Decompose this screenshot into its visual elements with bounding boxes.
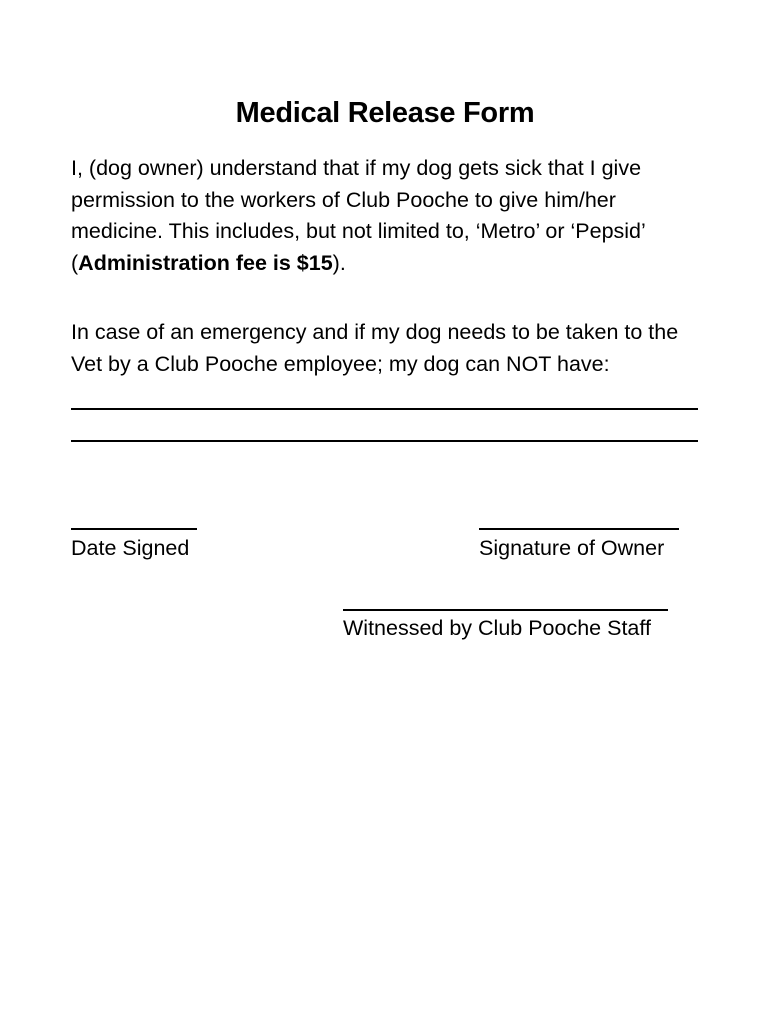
- owner-signature-label: Signature of Owner: [479, 536, 665, 560]
- permission-text-end: ).: [332, 250, 346, 275]
- administration-fee-text: Administration fee is $15: [78, 250, 333, 275]
- witness-signature-label: Witnessed by Club Pooche Staff: [343, 616, 651, 640]
- date-signed-line[interactable]: [71, 528, 197, 530]
- witness-signature-line[interactable]: [343, 609, 668, 611]
- form-title: Medical Release Form: [235, 97, 535, 129]
- restriction-line-2[interactable]: [71, 440, 698, 442]
- date-signed-label: Date Signed: [71, 536, 190, 560]
- owner-signature-line[interactable]: [479, 528, 679, 530]
- emergency-paragraph: In case of an emergency and if my dog needs to be taken to the Vet by a Club Pooche employee; my dog can NOT have:: [71, 320, 679, 376]
- permission-paragraph: [71, 153, 711, 279]
- permission-text: I, (dog owner) understand that if my dog gets sick that I give permission to the workers of Club Pooche to give him/her medicine. This includes, but not limited to, ‘Metro’ or ‘Pepsid’ (: [71, 156, 645, 275]
- restriction-line-1[interactable]: [71, 408, 698, 410]
